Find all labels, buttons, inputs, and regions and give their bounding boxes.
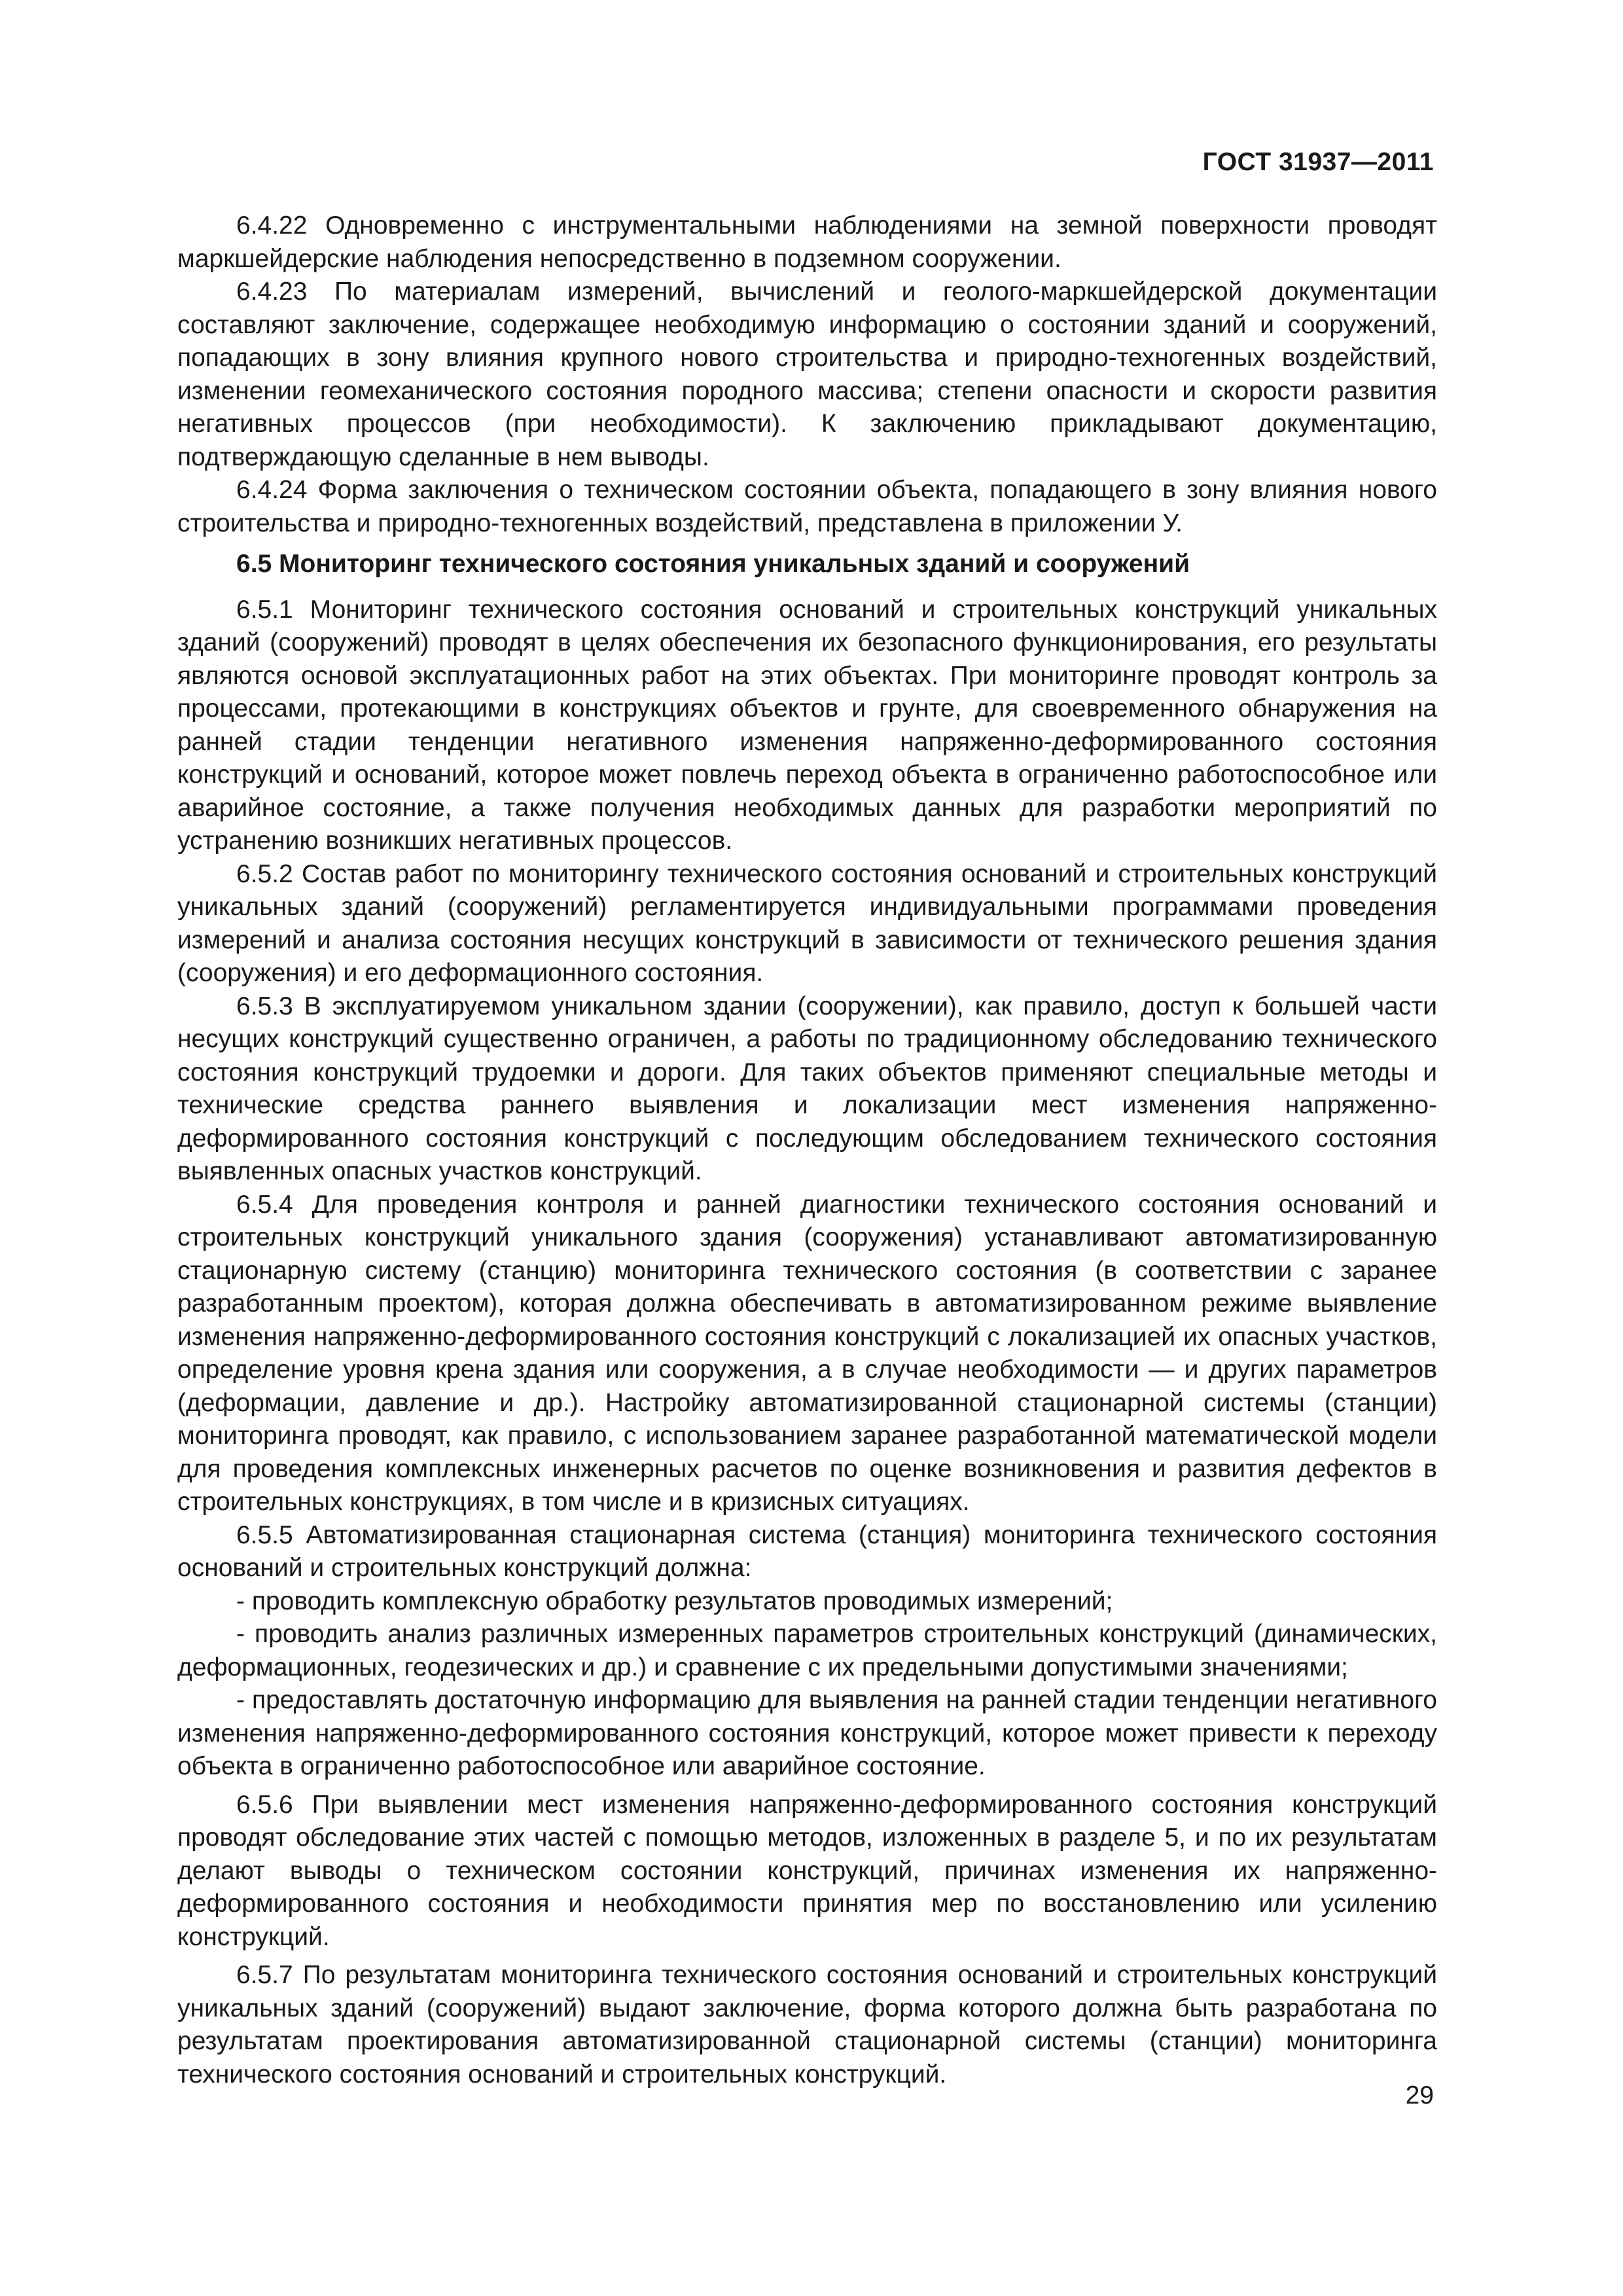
paragraph-6-5-5 bbox=[177, 1519, 1437, 1585]
page-number: 29 bbox=[1405, 2081, 1434, 2109]
paragraph-text: По материалам измерений, вычислений и геолого-маркшейдерской документации составляют заключение, содержащее необходимую информацию о состоянии зданий и сооружений, попадающих в зону влияния крупного нового строительства и природно-техногенных воздействий, изменении геомеханического состояния породного массива; степени опасности и скорости развития негативных процессов (при необходимости). К заключению прикладывают документацию, подтверждающую сделанные в нем выводы. bbox=[177, 278, 1438, 471]
paragraph-6-5-4 bbox=[177, 1189, 1437, 1519]
paragraph-text: По результатам мониторинга технического состояния оснований и строительных конструкций уникальных зданий (сооружений) выдают заключение, форма которого должна быть разработана по результатам проектирования автоматизированной стационарной системы (станции) мониторинга технического состояния оснований и строительных конструкций. bbox=[177, 1961, 1437, 2089]
paragraph-number: 6.5.5 bbox=[236, 1520, 293, 1549]
paragraph-number: 6.5.2 bbox=[236, 859, 293, 888]
paragraph-6-5-7 bbox=[177, 1959, 1437, 2091]
paragraph-number: 6.5.6 bbox=[236, 1790, 293, 1819]
paragraph-6-4-22 bbox=[177, 209, 1437, 276]
paragraph-6-5-2 bbox=[177, 858, 1437, 990]
paragraph-number: 6.5.7 bbox=[236, 1961, 293, 1989]
paragraph-number: 6.5.4 bbox=[236, 1190, 293, 1219]
paragraph-number: 6.5.3 bbox=[236, 992, 293, 1020]
paragraph-text: Для проведения контроля и ранней диагностики технического состояния оснований и строительных конструкций уникального здания (сооружения) устанавливают автоматизированную стационарную систему (станцию) мониторинга технического состояния (в соответствии с заранее разработанным проектом), которая должна обеспечивать в автоматизированном режиме выявление изменения напряженно-деформированного состояния конструкций с локализацией их опасных участков, определение уровня крена здания или сооружения, а в случае необходимости — и других параметров (деформации, давление и др.). Настройку автоматизированной стационарной системы (станции) мониторинга проводят, как правило, с использованием заранее разработанной математической модели для проведения комплексных инженерных расчетов по оценке возникновения и развития дефектов в строительных конструкциях, в том числе и в кризисных ситуациях. bbox=[177, 1190, 1437, 1516]
paragraph-text: Одновременно с инструментальными наблюдениями на земной поверхности проводят маркшейдерские наблюдения непосредственно в подземном сооружении. bbox=[177, 211, 1437, 273]
paragraph-6-4-23 bbox=[177, 276, 1437, 474]
list-item: - проводить анализ различных измеренных параметров строительных конструкций (динамических, деформационных, геодезических и др.) и сравнение с их предельными допустимыми значениями; bbox=[177, 1620, 1437, 1681]
paragraph-text: Автоматизированная стационарная система (станция) мониторинга технического состояния оснований и строительных конструкций должна: bbox=[177, 1520, 1437, 1582]
paragraph-text: Состав работ по мониторингу технического состояния оснований и строительных конструкций уникальных зданий (сооружений) регламентируется индивидуальными программами проведения измерений и анализа состояния несущих конструкций в зависимости от технического решения здания (сооружения) и его деформационного состояния. bbox=[177, 859, 1437, 987]
paragraph-6-5-3 bbox=[177, 990, 1437, 1189]
paragraph-number: 6.4.22 bbox=[236, 211, 308, 240]
paragraph-number: 6.4.23 bbox=[236, 278, 308, 306]
paragraph-number: 6.4.24 bbox=[236, 476, 308, 504]
section-heading-6-5 bbox=[177, 548, 1437, 581]
paragraph-number: 6.5.1 bbox=[236, 595, 293, 624]
document-body bbox=[177, 209, 1437, 2091]
paragraph-text: Мониторинг технического состояния оснований и строительных конструкций уникальных зданий (сооружений) проводят в целях обеспечения их безопасного функционирования, его результаты являются основой эксплуатационных работ на этих объектах. При мониторинге проводят контроль за процессами, протекающими в конструкциях объектов и грунте, для своевременного обнаружения на ранней стадии тенденции негативного изменения напряженно-деформированного состояния конструкций и оснований, которое может повлечь переход объекта в ограниченно работоспособное или аварийное состояние, а также получения необходимых данных для разработки мероприятий по устранению возникших негативных процессов. bbox=[177, 595, 1437, 855]
section-number: 6.5 bbox=[236, 550, 272, 578]
section-title: Мониторинг технического состояния уникальных зданий и сооружений bbox=[279, 550, 1190, 578]
paragraph-6-5-1 bbox=[177, 594, 1437, 858]
paragraph-6-5-6 bbox=[177, 1789, 1437, 1954]
paragraph-text: В эксплуатируемом уникальном здании (сооружении), как правило, доступ к большей части несущих конструкций существенно ограничен, а работы по традиционному обследованию технического состояния конструкций трудоемки и дороги. Для таких объектов применяют специальные методы и технические средства раннего выявления и локализации мест изменения напряженно-деформированного состояния конструкций с последующим обследованием технического состояния выявленных опасных участков конструкций. bbox=[177, 992, 1437, 1185]
document-code: ГОСТ 31937—2011 bbox=[1202, 148, 1434, 176]
list-item: - проводить комплексную обработку результатов проводимых измерений; bbox=[236, 1587, 1113, 1615]
paragraph-6-4-24 bbox=[177, 474, 1437, 540]
paragraph-text: Форма заключения о техническом состоянии объекта, попадающего в зону влияния нового строительства и природно-техногенных воздействий, представлена в приложении У. bbox=[177, 476, 1437, 537]
list-item: - предоставлять достаточную информацию для выявления на ранней стадии тенденции негативного изменения напряженно-деформированного состояния конструкций, которое может привести к переходу объекта в ограниченно работоспособное или аварийное состояние. bbox=[177, 1686, 1437, 1780]
paragraph-text: При выявлении мест изменения напряженно-деформированного состояния конструкций проводят обследование этих частей с помощью методов, изложенных в разделе 5, и по их результатам делают выводы о техническом состоянии конструкций, причинах изменения их напряженно-деформированного состояния и необходимости принятия мер по восстановлению или усилению конструкций. bbox=[177, 1790, 1437, 1951]
